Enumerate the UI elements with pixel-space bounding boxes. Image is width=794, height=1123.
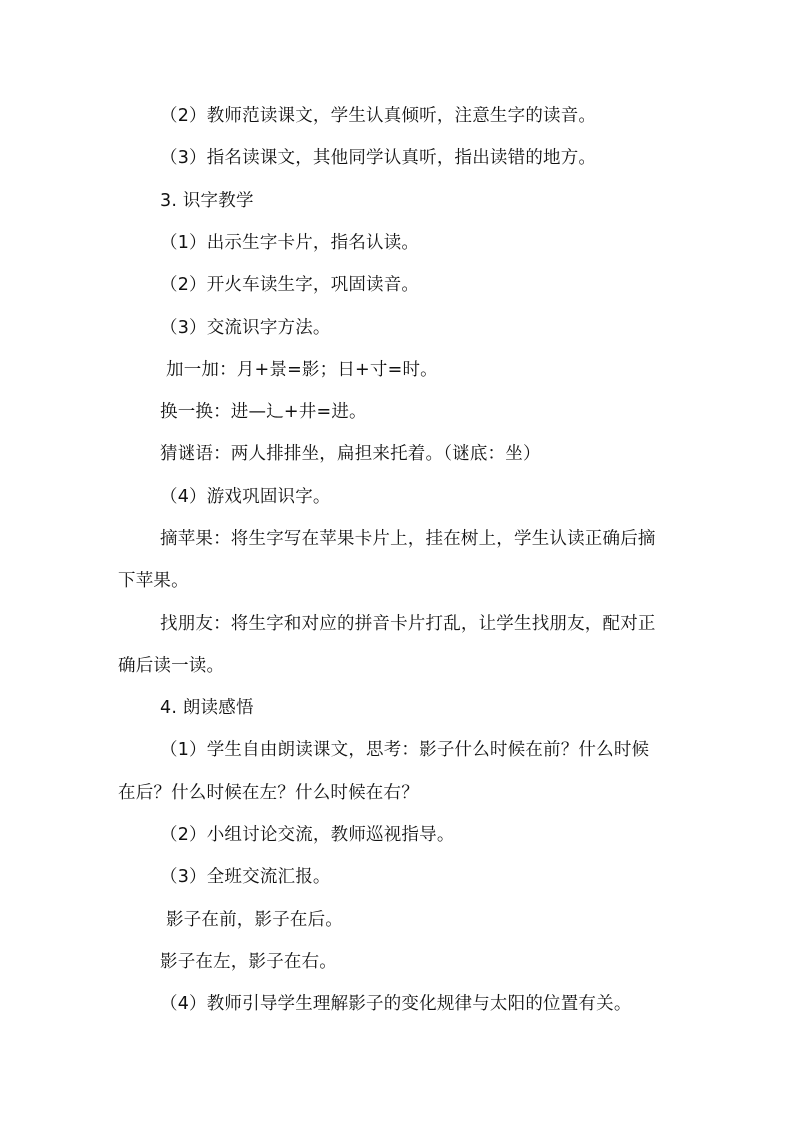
text-line: （3）指名读课文，其他同学认真听，指出读错的地方。 [160,148,597,168]
text-line: （1）学生自由朗读课文，思考：影子什么时候在前？什么时候 [160,740,650,760]
section-heading: 3. 识字教学 [160,191,254,211]
text-line: 摘苹果：将生字写在苹果卡片上，挂在树上，学生认读正确后摘 [160,529,656,549]
text-line: 猜谜语：两人排排坐，扁担来托着。（谜底：坐） [160,444,541,464]
text-line: 加一加：月+景=影；日+寸=时。 [166,360,438,380]
text-line: （4）教师引导学生理解影子的变化规律与太阳的位置有关。 [160,994,632,1014]
text-line: （2）开火车读生字，巩固读音。 [160,275,420,295]
text-line: 确后读一读。 [118,656,225,676]
text-line: （1）出示生字卡片，指名认读。 [160,233,420,253]
text-line: 下苹果。 [118,571,189,591]
text-line: （3）全班交流汇报。 [160,867,331,887]
text-line: 影子在前，影子在后。 [166,910,343,930]
text-line: 换一换：进—辶+井=进。 [160,402,367,422]
text-line: （2）教师范读课文，学生认真倾听，注意生字的读音。 [160,106,597,126]
text-line: 影子在左，影子在右。 [160,952,337,972]
text-line: 找朋友：将生字和对应的拼音卡片打乱，让学生找朋友，配对正 [160,614,656,634]
text-line: （3）交流识字方法。 [160,318,331,338]
text-line: （4）游戏巩固识字。 [160,487,331,507]
text-line: （2）小组讨论交流，教师巡视指导。 [160,825,455,845]
section-heading: 4. 朗读感悟 [160,698,254,718]
text-line: 在后？什么时候在左？什么时候在右？ [118,783,419,803]
